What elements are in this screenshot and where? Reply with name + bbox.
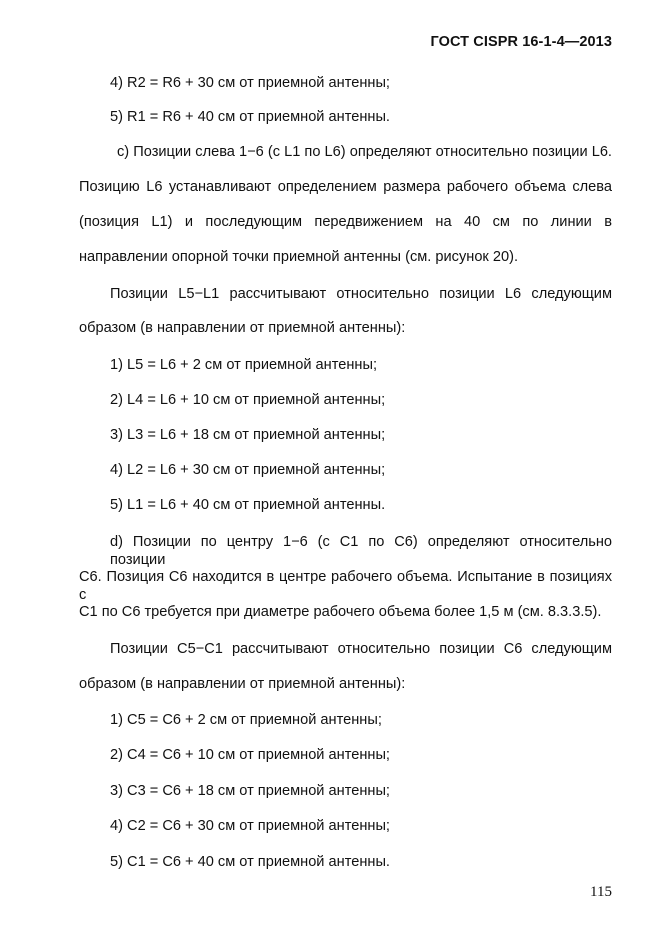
list-item: 4) R2 = R6 + 30 см от приемной антенны; [110, 75, 390, 91]
list-item: 5) L1 = L6 + 40 см от приемной антенны. [110, 497, 386, 513]
list-item: 1) L5 = L6 + 2 см от приемной антенны; [110, 357, 378, 373]
page-number: 115 [590, 884, 612, 900]
paragraph-line: образом (в направлении от приемной антенны): [79, 676, 406, 692]
list-item: 2) L4 = L6 + 10 см от приемной антенны; [110, 392, 386, 408]
paragraph-line: Позицию L6 устанавливают определением размера рабочего объема слева [79, 179, 612, 195]
paragraph-line: (позиция L1) и последующим передвижением на 40 см по линии в [79, 214, 612, 230]
list-item: 2) С4 = С6 + 10 см от приемной антенны; [110, 747, 390, 763]
paragraph-line: направлении опорной точки приемной антенны (см. рисунок 20). [79, 249, 519, 265]
paragraph-line: d) Позиции по центру 1−6 (с С1 по С6) определяют относительно позиции [110, 534, 612, 568]
paragraph-line: С6. Позиция С6 находится в центре рабочего объема. Испытание в позициях с [79, 569, 612, 603]
list-item: 3) С3 = С6 + 18 см от приемной антенны; [110, 783, 390, 799]
paragraph-line: Позиции С5−С1 рассчитывают относительно позиции С6 следующим [110, 641, 612, 657]
list-item: 4) С2 = С6 + 30 см от приемной антенны; [110, 818, 390, 834]
list-item: 1) С5 = С6 + 2 см от приемной антенны; [110, 712, 382, 728]
paragraph-line: с) Позиции слева 1−6 (с L1 по L6) определяют относительно позиции L6. [117, 144, 612, 160]
list-item: 5) R1 = R6 + 40 см от приемной антенны. [110, 109, 390, 125]
list-item: 4) L2 = L6 + 30 см от приемной антенны; [110, 462, 386, 478]
list-item: 3) L3 = L6 + 18 см от приемной антенны; [110, 427, 386, 443]
document-code-header: ГОСТ CISPR 16-1-4—2013 [430, 34, 612, 50]
list-item: 5) С1 = С6 + 40 см от приемной антенны. [110, 854, 390, 870]
paragraph-line: Позиции L5−L1 рассчитывают относительно позиции L6 следующим [110, 286, 612, 302]
paragraph-line: С1 по С6 требуется при диаметре рабочего объема более 1,5 м (см. 8.3.3.5). [79, 604, 602, 620]
paragraph-line: образом (в направлении от приемной антенны): [79, 320, 406, 336]
